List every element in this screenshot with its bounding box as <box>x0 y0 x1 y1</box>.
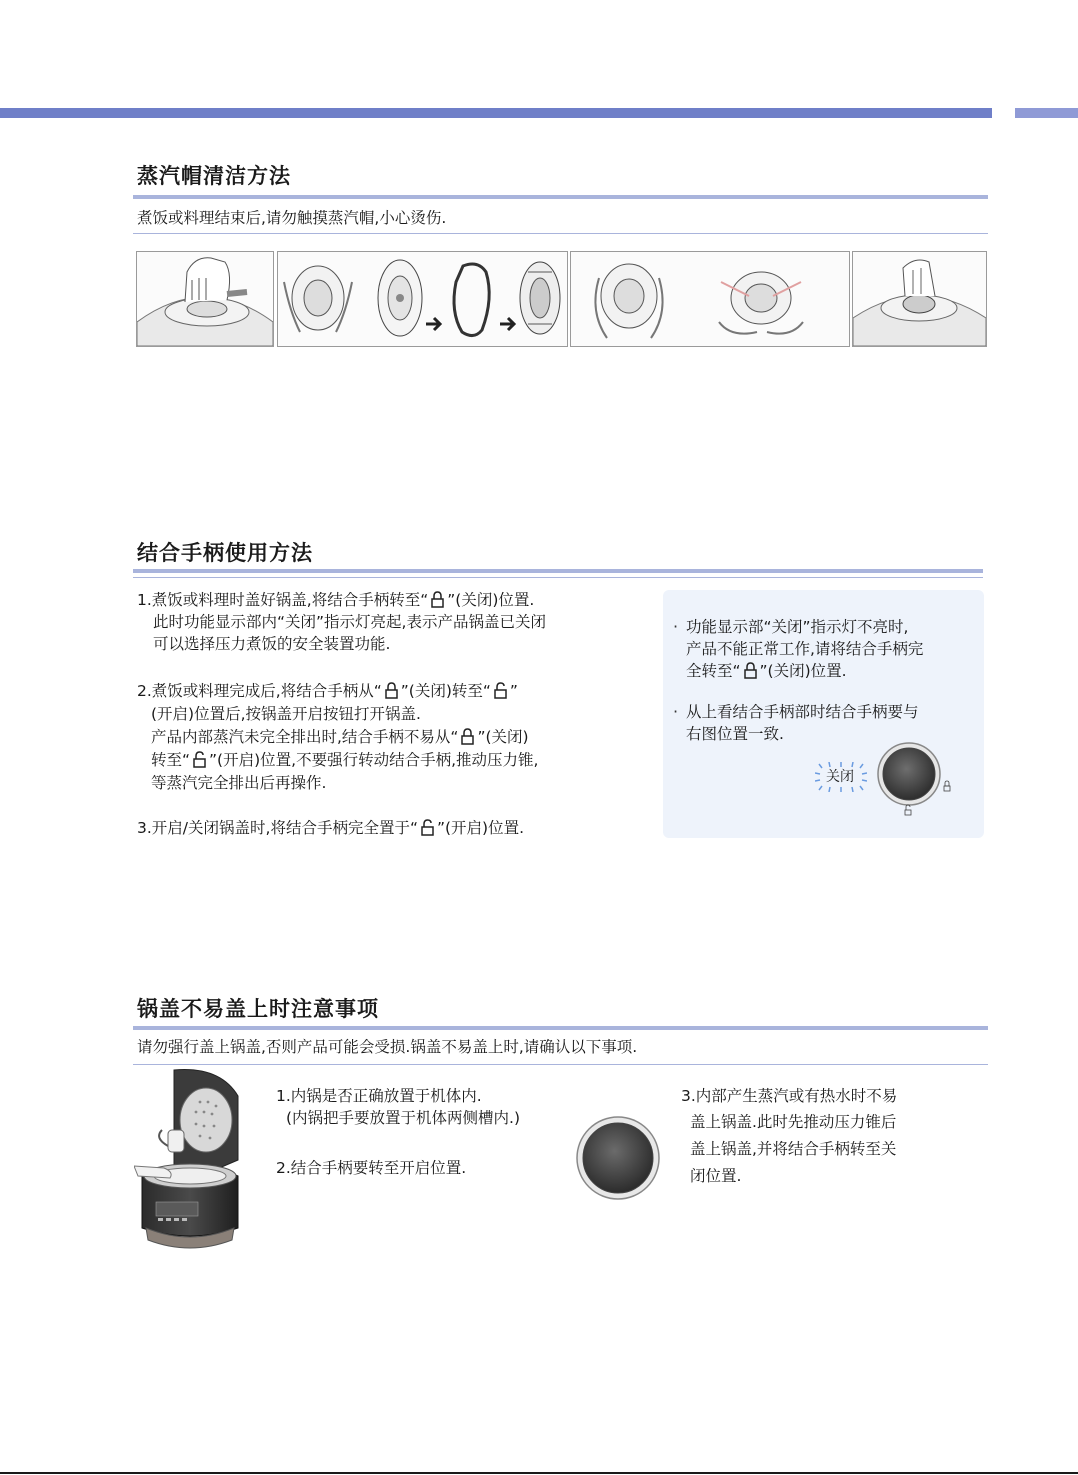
header-tab <box>1015 108 1078 118</box>
lock-closed-icon <box>385 682 398 705</box>
handle-step-2-line-1: 2.煮饭或料理完成后,将结合手柄从“ ”(关闭)转至“ ” <box>137 680 518 705</box>
lid-check-2: 2.结合手柄要转至开启位置. <box>276 1159 467 1177</box>
section-title-lid: 锅盖不易盖上时注意事项 <box>137 997 379 1021</box>
footer-rule <box>0 1472 1078 1474</box>
handle-step-2-line-5: 等蒸汽完全排出后再操作. <box>151 774 327 792</box>
lock-closed-icon <box>461 728 474 751</box>
subtitle-rule <box>133 1064 988 1065</box>
rice-cooker-open-illustration <box>134 1068 244 1254</box>
handle-step-2-line-4: 转至“ ”(开启)位置,不要强行转动结合手柄,推动压力锥, <box>151 749 538 774</box>
section-title-steam-cap: 蒸汽帽清洁方法 <box>137 164 291 188</box>
handle-step-2-line-2: (开启)位置后,按锅盖开启按钮打开锅盖. <box>151 705 421 723</box>
note-2-line-2: 右图位置一致. <box>686 725 784 743</box>
photo-disassemble-steam-cap <box>277 251 568 347</box>
lid-check-3-line-4: 闭位置. <box>690 1167 742 1185</box>
subtitle-rule <box>133 233 988 234</box>
title-rule-thin <box>133 577 983 578</box>
photo-install-steam-cap <box>852 251 987 347</box>
photo-reassemble-steam-cap <box>570 251 850 347</box>
section-title-handle: 结合手柄使用方法 <box>137 541 313 565</box>
lock-open-icon <box>494 682 507 705</box>
lid-check-3-line-1: 3.内部产生蒸汽或有热水时不易 <box>681 1087 898 1105</box>
title-rule <box>133 1026 988 1030</box>
handle-dial-closed-position <box>875 742 951 820</box>
handle-step-2-line-3: 产品内部蒸汽未完全排出时,结合手柄不易从“ ”(关闭) <box>151 726 529 751</box>
lid-check-3-line-3: 盖上锅盖,并将结合手柄转至关 <box>690 1140 897 1158</box>
note-1-line-3: 全转至“ ”(关闭)位置. <box>686 660 847 685</box>
section-subtitle: 煮饭或料理结束后,请勿触摸蒸汽帽,小心烫伤. <box>137 209 447 227</box>
handle-dial-open-position <box>575 1115 661 1201</box>
photo-remove-steam-cap <box>136 251 274 347</box>
lock-open-icon <box>193 751 206 774</box>
close-indicator-label: 关闭 <box>826 769 854 785</box>
lid-check-1-line-1: 1.内锅是否正确放置于机体内. <box>276 1087 482 1105</box>
handle-step-1-line-2: 此时功能显示部内“关闭”指示灯亮起,表示产品锅盖已关闭 <box>153 613 546 631</box>
handle-step-3: 3.开启/关闭锅盖时,将结合手柄完全置于“ ”(开启)位置. <box>137 817 524 842</box>
lid-check-3-line-2: 盖上锅盖.此时先推动压力锥后 <box>690 1113 897 1131</box>
lock-closed-icon <box>744 662 757 685</box>
header-band <box>0 108 992 118</box>
lid-check-1-line-2: (内锅把手要放置于机体两侧槽内.) <box>286 1109 521 1127</box>
handle-step-1-line-3: 可以选择压力煮饭的安全装置功能. <box>153 635 391 653</box>
note-2-line-1: 从上看结合手柄部时结合手柄要与 <box>686 703 919 721</box>
lock-open-icon <box>421 819 434 842</box>
section-subtitle: 请勿强行盖上锅盖,否则产品可能会受损.锅盖不易盖上时,请确认以下事项. <box>137 1038 638 1056</box>
note-1-line-2: 产品不能正常工作,请将结合手柄完 <box>686 640 924 658</box>
bullet-dot: · <box>673 702 679 721</box>
handle-step-1-line-1: 1.煮饭或料理时盖好锅盖,将结合手柄转至“ ”(关闭)位置. <box>137 589 534 614</box>
bullet-dot: · <box>673 617 679 636</box>
title-rule <box>133 569 983 573</box>
note-1-line-1: 功能显示部“关闭”指示灯不亮时, <box>686 618 909 636</box>
title-rule <box>133 195 988 199</box>
